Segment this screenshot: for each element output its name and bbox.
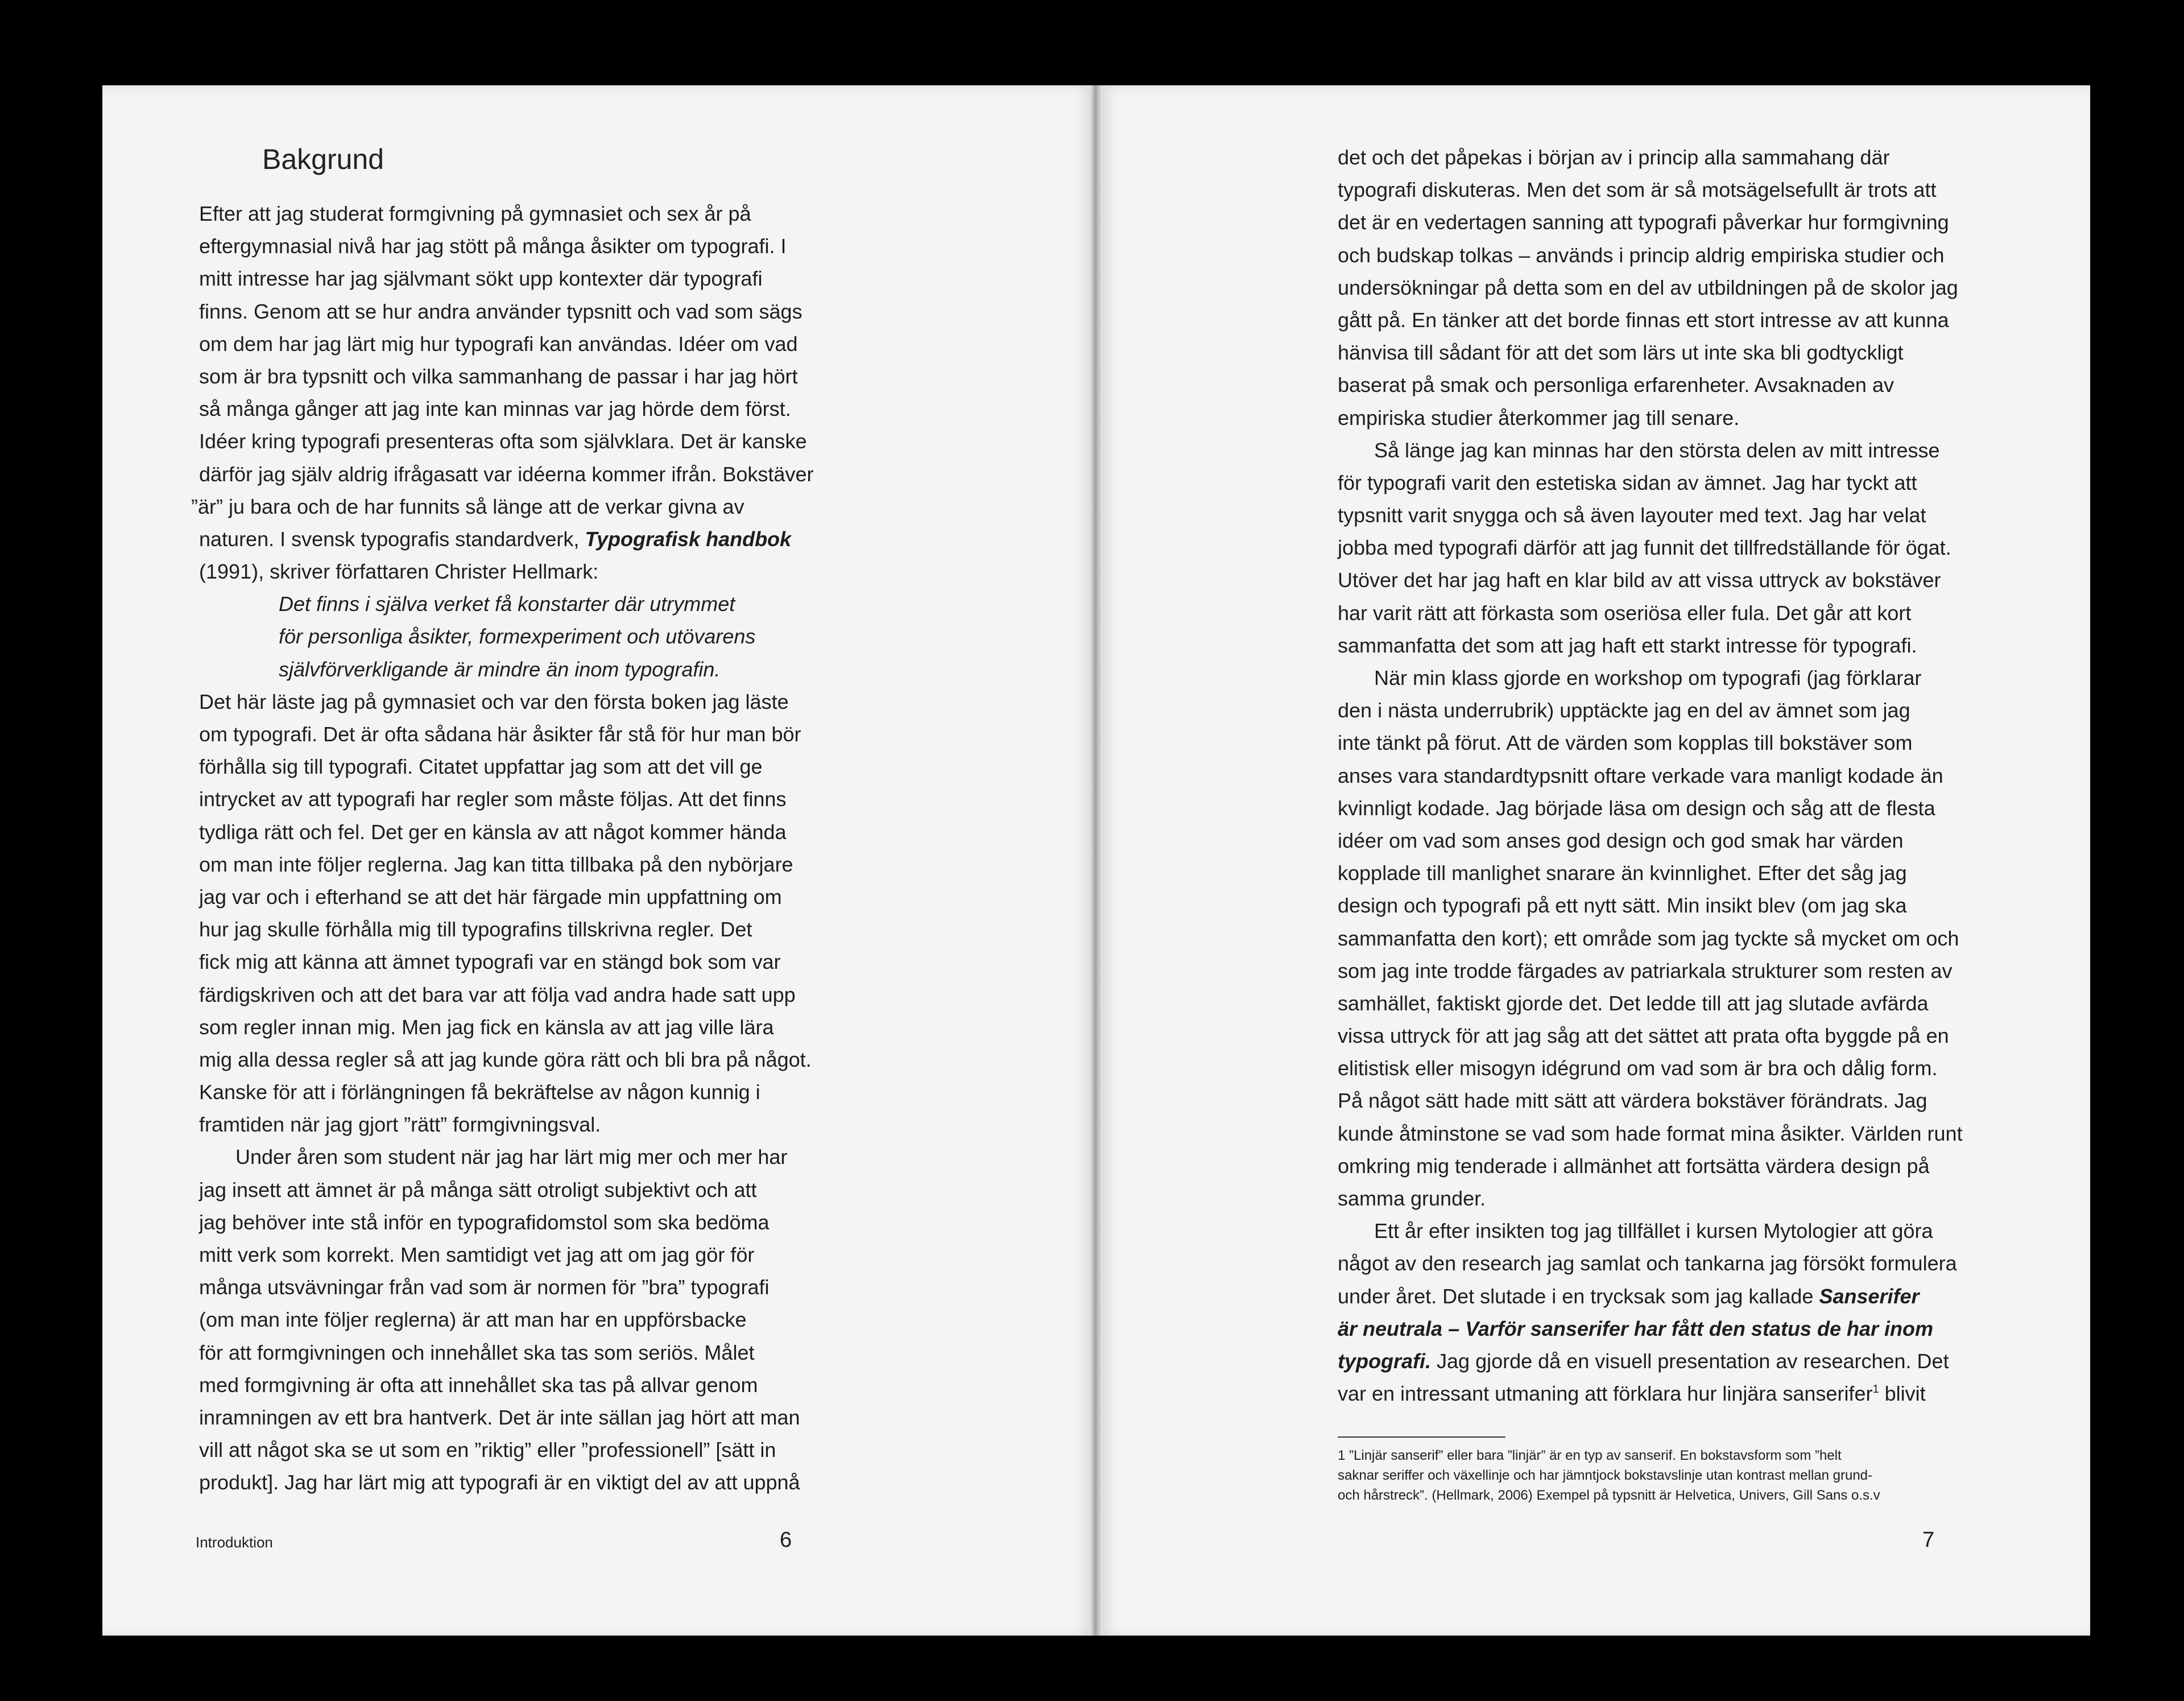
body-line: På något sätt hade mitt sätt att värdera bokstäver förändrats. Jag bbox=[1338, 1089, 1927, 1113]
quote-line: Det finns i själva verket få konstarter där utrymmet bbox=[279, 592, 735, 616]
body-line: hur jag skulle förhålla mig till typografins tillskrivna regler. Det bbox=[199, 918, 752, 942]
body-line: den i nästa underrubrik) upptäckte jag en del av ämnet som jag bbox=[1338, 699, 1910, 722]
body-line: som jag inte trodde färgades av patriarkala strukturer som resten av bbox=[1338, 959, 1953, 982]
body-line: intrycket av att typografi har regler som måste följas. Att det finns bbox=[199, 787, 787, 811]
body-line: kunde åtminstone se vad som hade format mina åsikter. Världen runt bbox=[1338, 1121, 1963, 1145]
body-line: om typografi. Det är ofta sådana här åsikter får stå för hur man bör bbox=[199, 722, 801, 746]
body-line: jag behöver inte stå inför en typografidomstol som ska bedöma bbox=[199, 1210, 770, 1234]
body-line: därför jag själv aldrig ifrågasatt var idéerna kommer ifrån. Bokstäver bbox=[199, 462, 814, 486]
body-line: Utöver det har jag haft en klar bild av att vissa uttryck av bokstäver bbox=[1338, 568, 1941, 592]
body-line: mig alla dessa regler så att jag kunde göra rätt och bli bra på något. bbox=[199, 1047, 812, 1071]
footnote-marker: 1 bbox=[1872, 1383, 1879, 1396]
body-line: Efter att jag studerat formgivning på gymnasiet och sex år på bbox=[199, 202, 751, 225]
body-line: sammanfatta det som att jag haft ett starkt intresse för typografi. bbox=[1338, 633, 1917, 657]
body-line bbox=[199, 523, 813, 555]
body-line: fick mig att känna att ämnet typografi var en stängd bok som var bbox=[199, 950, 781, 974]
body-line: något av den research jag samlat och tankarna jag försökt formulera bbox=[1338, 1252, 1957, 1275]
body-line: med formgivning är ofta att innehållet ska tas på allvar genom bbox=[199, 1373, 758, 1397]
body-text: under året. Det slutade i en trycksak som jag kallade bbox=[1338, 1284, 1814, 1308]
body-line: När min klass gjorde en workshop om typografi (jag förklarar bbox=[1374, 666, 1922, 690]
body-line: (1991), skriver författaren Christer Hellmark: bbox=[199, 560, 599, 584]
body-text: var en intressant utmaning att förklara hur linjära sanserifer bbox=[1338, 1382, 1873, 1406]
footnote-line: och hårstreck”. (Hellmark, 2006) Exempel på typsnitt är Helvetica, Univers, Gill Sans o.s.v bbox=[1338, 1488, 1880, 1503]
body-text: Jag gjorde då en visuell presentation av researchen. Det bbox=[1437, 1349, 1949, 1373]
body-line: Kanske för att i förlängningen få bekräftelse av någon kunnig i bbox=[199, 1080, 760, 1104]
body-line: många utsvävningar från vad som är normen för ”bra” typografi bbox=[199, 1275, 770, 1299]
publication-title: typografi. bbox=[1338, 1349, 1432, 1373]
page-number: 6 bbox=[780, 1528, 792, 1552]
body-line: har varit rätt att förkasta som oseriösa eller fula. Det går att kort bbox=[1338, 601, 1912, 625]
section-heading: Bakgrund bbox=[262, 143, 384, 175]
footnote-rule bbox=[1338, 1436, 1505, 1438]
page-number: 7 bbox=[1922, 1528, 1935, 1552]
body-line: Det här läste jag på gymnasiet och var den första boken jag läste bbox=[199, 690, 789, 713]
body-line: omkring mig tenderade i allmänhet att fortsätta värdera design på bbox=[1338, 1154, 1930, 1178]
body-line: kvinnligt kodade. Jag började läsa om design och såg att de flesta bbox=[1338, 796, 1935, 820]
body-line: för typografi varit den estetiska sidan av ämnet. Jag har tyckt att bbox=[1338, 470, 1917, 494]
body-line: som är bra typsnitt och vilka sammanhang de passar i har jag hört bbox=[199, 364, 798, 388]
body-line: baserat på smak och personliga erfarenheter. Avsaknaden av bbox=[1338, 373, 1894, 397]
body-line: jag var och i efterhand se att det här färgade min uppfattning om bbox=[199, 885, 782, 909]
body-line bbox=[1338, 1280, 1963, 1312]
body-text: naturen. I svensk typografis standardverk, bbox=[199, 527, 580, 551]
body-line: Idéer kring typografi presenteras ofta som självklara. Det är kanske bbox=[199, 430, 807, 453]
body-line: design och typografi på ett nytt sätt. Min insikt blev (om jag ska bbox=[1338, 894, 1907, 918]
body-line: anses vara standardtypsnitt oftare verkade vara manligt kodade än bbox=[1338, 763, 1943, 787]
body-line: elitistisk eller misogyn idégrund om vad som är bra och dålig form. bbox=[1338, 1056, 1938, 1080]
right-page bbox=[1101, 85, 2090, 1636]
body-text: blivit bbox=[1884, 1382, 1926, 1406]
body-line: inte tänkt på förut. Att de värden som kopplas till bokstäver som bbox=[1338, 731, 1913, 755]
body-line: Ett år efter insikten tog jag tillfället i kursen Mytologier att göra bbox=[1374, 1219, 1933, 1243]
publication-title-line: är neutrala – Varför sanserifer har fått den status de har inom bbox=[1338, 1316, 1933, 1340]
body-line: jobba med typografi därför att jag funnit det tillfredställande för ögat. bbox=[1338, 536, 1951, 560]
body-line: det och det påpekas i början av i princip alla sammahang där bbox=[1338, 146, 1890, 169]
footnote-line: 1 ”Linjär sanserif” eller bara ”linjär” är en typ av sanserif. En bokstavsform som ”helt bbox=[1338, 1448, 1842, 1463]
body-line: finns. Genom att se hur andra använder typsnitt och vad som sägs bbox=[199, 299, 803, 323]
body-line: gått på. En tänker att det borde finnas ett stort intresse av att kunna bbox=[1338, 308, 1949, 332]
body-line: framtiden när jag gjort ”rätt” formgivningsval. bbox=[199, 1113, 601, 1137]
body-line: typografi diskuteras. Men det som är så motsägelsefullt är trots att bbox=[1338, 178, 1937, 202]
body-line: samhället, faktiskt gjorde det. Det ledde till att jag slutade avfärda bbox=[1338, 991, 1929, 1015]
body-line: vissa uttryck för att jag såg att det sättet att prata ofta byggde på en bbox=[1338, 1024, 1949, 1048]
footnote bbox=[1338, 1446, 1880, 1505]
body-line: (om man inte följer reglerna) är att man har en uppförsbacke bbox=[199, 1308, 747, 1332]
body-line: jag insett att ämnet är på många sätt otroligt subjektivt och att bbox=[199, 1178, 757, 1202]
body-line: sammanfatta den kort); ett område som jag tyckte så mycket om och bbox=[1338, 926, 1959, 950]
right-page-body bbox=[1338, 141, 1963, 1410]
publication-title: Sanserifer bbox=[1819, 1284, 1920, 1308]
book-title: Typografisk handbok bbox=[585, 527, 792, 551]
body-line: hänvisa till sådant för att det som lärs ut inte ska bli godtyckligt bbox=[1338, 341, 1904, 365]
body-line: om dem har jag lärt mig hur typografi kan användas. Idéer om vad bbox=[199, 332, 798, 356]
body-line: tydliga rätt och fel. Det ger en känsla av att något kommer hända bbox=[199, 820, 787, 844]
left-page bbox=[102, 85, 1092, 1636]
body-line: empiriska studier återkommer jag till senare. bbox=[1338, 406, 1740, 430]
quote-line: för personliga åsikter, formexperiment och utövarens bbox=[279, 625, 756, 649]
body-line: vill att något ska se ut som en ”riktig” eller ”professionell” [sätt in bbox=[199, 1438, 776, 1462]
body-line: mitt verk som korrekt. Men samtidigt vet jag att om jag gör för bbox=[199, 1243, 755, 1266]
body-line: idéer om vad som anses god design och god smak har värden bbox=[1338, 828, 1904, 852]
body-line: mitt intresse har jag självmant sökt upp kontexter där typografi bbox=[199, 267, 763, 291]
body-line: typsnitt varit snygga och så även layouter med text. Jag har velat bbox=[1338, 503, 1926, 527]
body-line: om man inte följer reglerna. Jag kan titta tillbaka på den nybörjare bbox=[199, 852, 793, 876]
quote-line: självförverkligande är mindre än inom typografin. bbox=[279, 657, 721, 681]
running-footer: Introduktion bbox=[196, 1534, 273, 1551]
body-line bbox=[1338, 1345, 1963, 1377]
footnote-line: saknar seriffer och växellinje och har jämntjock bokstavslinje utan kontrast mellan grund- bbox=[1338, 1468, 1873, 1483]
body-line bbox=[1338, 1377, 1963, 1410]
body-line: och budskap tolkas – används i princip aldrig empiriska studier och bbox=[1338, 243, 1945, 267]
body-line: som regler innan mig. Men jag fick en känsla av att jag ville lära bbox=[199, 1015, 774, 1039]
body-line: så många gånger att jag inte kan minnas var jag hörde dem först. bbox=[199, 397, 791, 421]
body-line: Så länge jag kan minnas har den största delen av mitt intresse bbox=[1374, 438, 1940, 462]
left-page-body bbox=[191, 197, 814, 1499]
body-line: eftergymnasial nivå har jag stött på många åsikter om typografi. I bbox=[199, 234, 787, 258]
body-line: Under åren som student när jag har lärt mig mer och mer har bbox=[235, 1145, 788, 1169]
body-line: produkt]. Jag har lärt mig att typografi är en viktigt del av att uppnå bbox=[199, 1471, 800, 1494]
body-line: förhålla sig till typografi. Citatet uppfattar jag som att det vill ge bbox=[199, 755, 763, 779]
body-line: för att formgivningen och innehållet ska tas som seriös. Målet bbox=[199, 1340, 755, 1364]
body-line: samma grunder. bbox=[1338, 1187, 1486, 1210]
body-line: inramningen av ett bra hantverk. Det är inte sällan jag hört att man bbox=[199, 1405, 800, 1429]
body-line: det är en vedertagen sanning att typografi påverkar hur formgivning bbox=[1338, 210, 1949, 234]
body-line: kopplade till manlighet snarare än kvinnlighet. Efter det såg jag bbox=[1338, 861, 1907, 885]
body-line: ”är” ju bara och de har funnits så länge att de verkar givna av bbox=[191, 494, 744, 518]
body-line: färdigskriven och att det bara var att följa vad andra hade satt upp bbox=[199, 982, 796, 1006]
body-line: undersökningar på detta som en del av utbildningen på de skolor jag bbox=[1338, 275, 1958, 299]
